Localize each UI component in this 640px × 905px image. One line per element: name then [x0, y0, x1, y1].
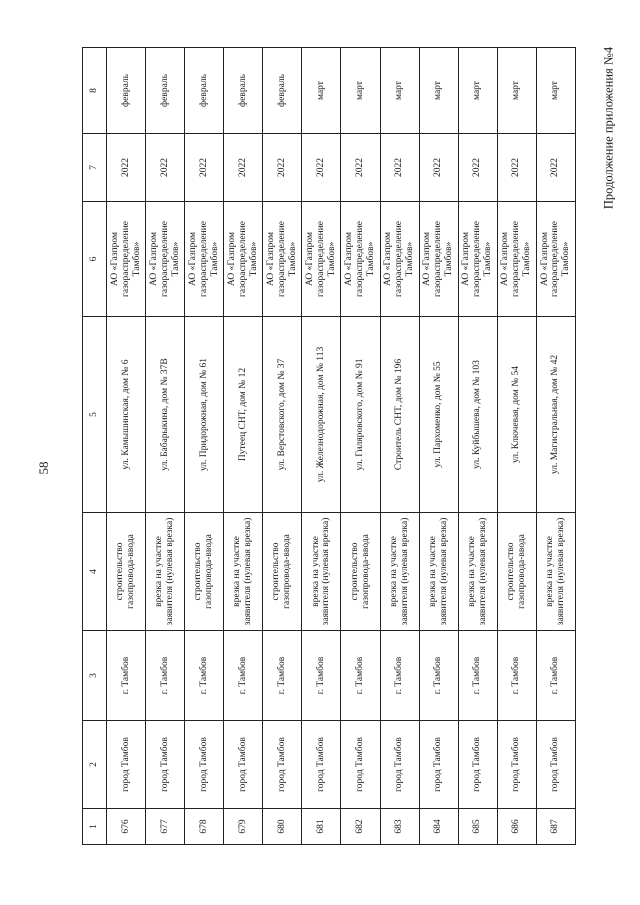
- row-number-cell: 680: [263, 809, 302, 845]
- table-row: [263, 48, 302, 845]
- municipality-cell: город Тамбов: [107, 721, 146, 809]
- municipality-cell: город Тамбов: [302, 721, 341, 809]
- organization-cell: АО «Газпром газораспределение Тамбов»: [497, 202, 536, 317]
- address-cell: ул. Куйбышева, дом № 103: [458, 317, 497, 513]
- work-type-cell: врезка на участке заявителя (нулевая врезка): [380, 513, 419, 631]
- table-row: [380, 48, 419, 845]
- locality-cell: г. Тамбов: [341, 631, 380, 721]
- month-cell: март: [302, 48, 341, 134]
- row-number-cell: 681: [302, 809, 341, 845]
- year-cell: 2022: [107, 134, 146, 202]
- year-cell: 2022: [497, 134, 536, 202]
- address-cell: Строитель СНТ, дом № 196: [380, 317, 419, 513]
- table-row: [224, 48, 263, 845]
- table-row: [458, 48, 497, 845]
- locality-cell: г. Тамбов: [185, 631, 224, 721]
- column-number: 3: [83, 631, 107, 721]
- organization-cell: АО «Газпром газораспределение Тамбов»: [224, 202, 263, 317]
- row-number-cell: 686: [497, 809, 536, 845]
- year-cell: 2022: [380, 134, 419, 202]
- column-number: 7: [83, 134, 107, 202]
- year-cell: 2022: [185, 134, 224, 202]
- work-type-cell: врезка на участке заявителя (нулевая врезка): [536, 513, 575, 631]
- organization-cell: АО «Газпром газораспределение Тамбов»: [341, 202, 380, 317]
- locality-cell: г. Тамбов: [107, 631, 146, 721]
- municipality-cell: город Тамбов: [497, 721, 536, 809]
- organization-cell: АО «Газпром газораспределение Тамбов»: [458, 202, 497, 317]
- table-body: [107, 48, 576, 845]
- table-row: [302, 48, 341, 845]
- column-number: 4: [83, 513, 107, 631]
- municipality-cell: город Тамбов: [263, 721, 302, 809]
- organization-cell: АО «Газпром газораспределение Тамбов»: [263, 202, 302, 317]
- row-number-cell: 679: [224, 809, 263, 845]
- year-cell: 2022: [302, 134, 341, 202]
- municipality-cell: город Тамбов: [185, 721, 224, 809]
- table-row: [185, 48, 224, 845]
- work-type-cell: врезка на участке заявителя (нулевая врезка): [458, 513, 497, 631]
- work-type-cell: строительство газопровода-ввода: [263, 513, 302, 631]
- table-row: [497, 48, 536, 845]
- rotated-table: [82, 48, 576, 845]
- year-cell: 2022: [419, 134, 458, 202]
- work-type-cell: строительство газопровода-ввода: [497, 513, 536, 631]
- month-cell: февраль: [146, 48, 185, 134]
- month-cell: март: [419, 48, 458, 134]
- municipality-cell: город Тамбов: [224, 721, 263, 809]
- address-cell: ул. Железнодорожная, дом № 113: [302, 317, 341, 513]
- organization-cell: АО «Газпром газораспределение Тамбов»: [380, 202, 419, 317]
- address-cell: ул. Гиляровского, дом № 91: [341, 317, 380, 513]
- address-cell: ул. Пархоменко, дом № 55: [419, 317, 458, 513]
- locality-cell: г. Тамбов: [458, 631, 497, 721]
- column-number: 8: [83, 48, 107, 134]
- work-type-cell: строительство газопровода-ввода: [185, 513, 224, 631]
- work-type-cell: врезка на участке заявителя (нулевая врезка): [302, 513, 341, 631]
- row-number-cell: 678: [185, 809, 224, 845]
- locality-cell: г. Тамбов: [536, 631, 575, 721]
- locality-cell: г. Тамбов: [146, 631, 185, 721]
- address-cell: Путеец СНТ, дом № 12: [224, 317, 263, 513]
- address-cell: ул. Камышинская, дом № 6: [107, 317, 146, 513]
- organization-cell: АО «Газпром газораспределение Тамбов»: [419, 202, 458, 317]
- address-cell: ул. Магистральная, дом № 42: [536, 317, 575, 513]
- month-cell: февраль: [263, 48, 302, 134]
- address-cell: ул. Придорожная, дом № 61: [185, 317, 224, 513]
- organization-cell: АО «Газпром газораспределение Тамбов»: [107, 202, 146, 317]
- organization-cell: АО «Газпром газораспределение Тамбов»: [185, 202, 224, 317]
- table-row: [107, 48, 146, 845]
- work-type-cell: врезка на участке заявителя (нулевая врезка): [419, 513, 458, 631]
- municipality-cell: город Тамбов: [341, 721, 380, 809]
- municipality-cell: город Тамбов: [536, 721, 575, 809]
- column-number: 5: [83, 317, 107, 513]
- municipality-cell: город Тамбов: [146, 721, 185, 809]
- column-number: 6: [83, 202, 107, 317]
- table-row: [536, 48, 575, 845]
- table-container: [82, 48, 576, 845]
- work-type-cell: строительство газопровода-ввода: [341, 513, 380, 631]
- work-type-cell: врезка на участке заявителя (нулевая врезка): [224, 513, 263, 631]
- row-number-cell: 683: [380, 809, 419, 845]
- table-row: [146, 48, 185, 845]
- row-number-cell: 676: [107, 809, 146, 845]
- work-type-cell: строительство газопровода-ввода: [107, 513, 146, 631]
- organization-cell: АО «Газпром газораспределение Тамбов»: [146, 202, 185, 317]
- gasification-table: [82, 47, 576, 845]
- page-number-text: 58: [36, 461, 51, 475]
- organization-cell: АО «Газпром газораспределение Тамбов»: [302, 202, 341, 317]
- locality-cell: г. Тамбов: [497, 631, 536, 721]
- work-type-cell: врезка на участке заявителя (нулевая врезка): [146, 513, 185, 631]
- organization-cell: АО «Газпром газораспределение Тамбов»: [536, 202, 575, 317]
- year-cell: 2022: [341, 134, 380, 202]
- address-cell: ул. Бабарыкина, дом № 37В: [146, 317, 185, 513]
- municipality-cell: город Тамбов: [380, 721, 419, 809]
- month-cell: февраль: [224, 48, 263, 134]
- locality-cell: г. Тамбов: [224, 631, 263, 721]
- column-number: 1: [83, 809, 107, 845]
- appendix-title-text: Продолжение приложения №4: [601, 46, 616, 210]
- month-cell: февраль: [185, 48, 224, 134]
- locality-cell: г. Тамбов: [419, 631, 458, 721]
- month-cell: март: [536, 48, 575, 134]
- address-cell: ул. Верстовского, дом № 37: [263, 317, 302, 513]
- table-row: [419, 48, 458, 845]
- address-cell: ул. Ключевая, дом № 54: [497, 317, 536, 513]
- row-number-cell: 682: [341, 809, 380, 845]
- month-cell: март: [458, 48, 497, 134]
- year-cell: 2022: [263, 134, 302, 202]
- year-cell: 2022: [224, 134, 263, 202]
- locality-cell: г. Тамбов: [380, 631, 419, 721]
- locality-cell: г. Тамбов: [263, 631, 302, 721]
- municipality-cell: город Тамбов: [419, 721, 458, 809]
- locality-cell: г. Тамбов: [302, 631, 341, 721]
- row-number-cell: 687: [536, 809, 575, 845]
- month-cell: март: [380, 48, 419, 134]
- table-row: [341, 48, 380, 845]
- month-cell: февраль: [107, 48, 146, 134]
- month-cell: март: [497, 48, 536, 134]
- year-cell: 2022: [146, 134, 185, 202]
- column-number-row: [83, 48, 107, 845]
- column-number: 2: [83, 721, 107, 809]
- year-cell: 2022: [458, 134, 497, 202]
- row-number-cell: 684: [419, 809, 458, 845]
- year-cell: 2022: [536, 134, 575, 202]
- row-number-cell: 677: [146, 809, 185, 845]
- municipality-cell: город Тамбов: [458, 721, 497, 809]
- row-number-cell: 685: [458, 809, 497, 845]
- month-cell: март: [341, 48, 380, 134]
